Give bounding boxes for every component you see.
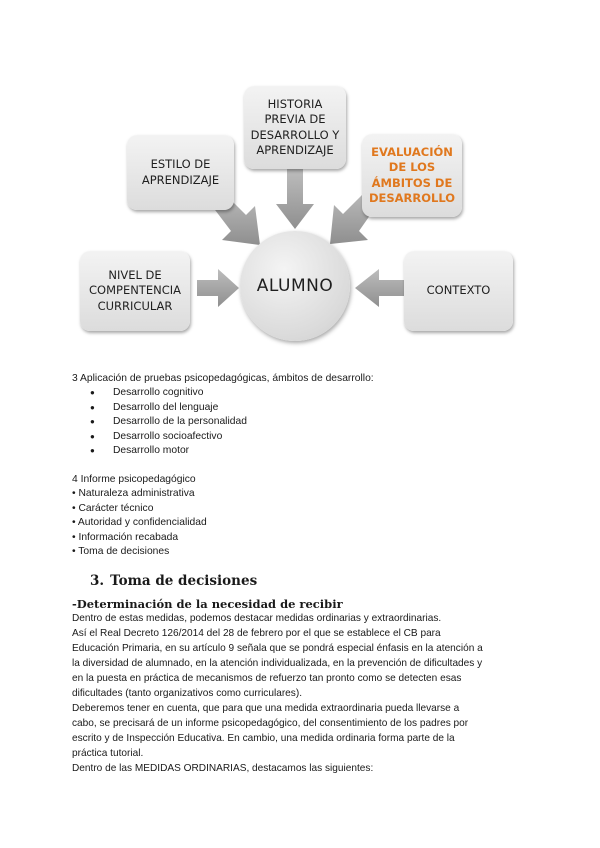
diagram: [0, 0, 600, 360]
section3-title: 3 Aplicación de pruebas psicopedagógicas, ámbitos de desarrollo:: [72, 373, 374, 384]
center-circle: ALUMNO: [240, 231, 350, 341]
paragraph-line: escrito y de Inspección Educativa. En cambio, una medida ordinaria forma parte de la: [72, 733, 455, 744]
list-item: ● Desarrollo cognitivo: [90, 386, 247, 401]
section3-list: [90, 386, 247, 459]
list-item: ● Desarrollo socioafectivo: [90, 430, 247, 445]
paragraph-line: dificultades (tanto organizativos como curriculares).: [72, 688, 303, 699]
box-historia: HISTORIA PREVIA DE DESARROLLO Y APRENDIZAJE: [244, 86, 346, 169]
paragraph-line: Deberemos tener en cuenta, que para que una medida extraordinaria pueda llevarse a: [72, 703, 460, 714]
heading-title: Toma de decisiones: [110, 573, 258, 589]
paragraph-line: en la puesta en práctica de mecanismos de refuerzo tan pronto como se detecten esas: [72, 673, 462, 684]
arrow-historia: [276, 169, 314, 229]
paragraph-line: Así el Real Decreto 126/2014 del 28 de febrero por el que se establece el CB para: [72, 628, 441, 639]
heading-number: 3.: [90, 573, 105, 589]
box-evaluacion: EVALUACIÓN DE LOS ÁMBITOS DE DESARROLLO: [362, 134, 462, 217]
paragraph-line: cabo, se precisará de un informe psicopedagógico, del consentimiento de los padres por: [72, 718, 469, 729]
list-item: ● Desarrollo del lenguaje: [90, 401, 247, 416]
section-heading: [90, 573, 257, 589]
arrow-nivel: [197, 269, 239, 307]
paragraph-line: Educación Primaria, en su artículo 9 señala que se pondrá especial énfasis en la atención a: [72, 643, 483, 654]
list-item: • Naturaleza administrativa: [72, 488, 195, 499]
box-contexto: CONTEXTO: [404, 251, 513, 331]
list-item: • Autoridad y confidencialidad: [72, 517, 207, 528]
paragraph-line: Dentro de las MEDIDAS ORDINARIAS, destacamos las siguientes:: [72, 763, 374, 774]
paragraph-line: Dentro de estas medidas, podemos destacar medidas ordinarias y extraordinarias.: [72, 613, 442, 624]
paragraph-line: la diversidad de alumnado, en la atención individualizada, en la prevención de dificultades y: [72, 658, 483, 669]
box-nivel: NIVEL DE COMPENTENCIA CURRICULAR: [80, 251, 190, 331]
list-item: • Carácter técnico: [72, 503, 154, 514]
arrow-contexto: [355, 269, 404, 307]
list-item: ● Desarrollo motor: [90, 444, 247, 459]
box-estilo: ESTILO DE APRENDIZAJE: [127, 135, 234, 210]
subheading: -Determinación de la necesidad de recibir: [72, 597, 343, 611]
section4-title: 4 Informe psicopedagógico: [72, 474, 196, 485]
list-item: • Toma de decisiones: [72, 546, 170, 557]
list-item: • Información recabada: [72, 532, 179, 543]
paragraph-line: práctica tutorial.: [72, 748, 144, 759]
list-item: ● Desarrollo de la personalidad: [90, 415, 247, 430]
